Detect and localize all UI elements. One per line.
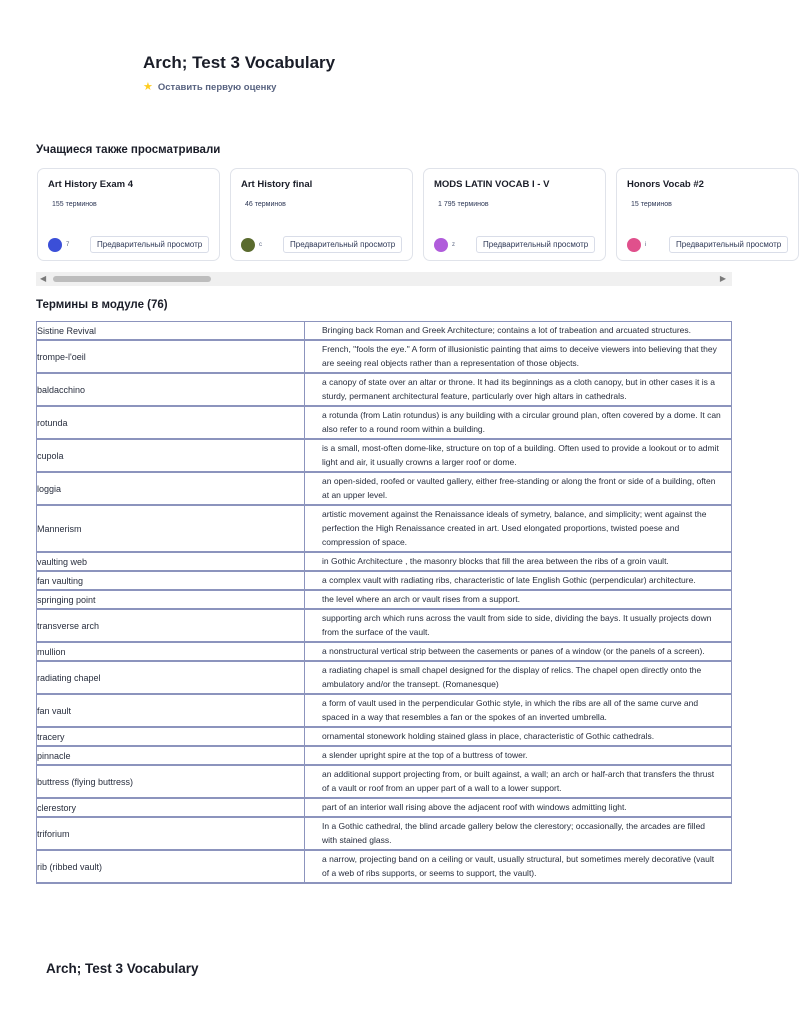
term-row (36, 506, 732, 553)
card-creator: c (259, 241, 262, 248)
card-footer (627, 236, 788, 253)
term-definition: the level where an arch or vault rises from a support. (322, 594, 520, 604)
term-row (36, 643, 732, 662)
card-title[interactable]: MODS LATIN VOCAB I - V (434, 179, 550, 190)
term-word: trompe-l'oeil (37, 341, 305, 372)
term-definition: Bringing back Roman and Greek Architecture; contains a lot of trabeation and arcuated structures. (322, 325, 692, 335)
terms-table (36, 321, 732, 954)
study-set-card[interactable] (423, 168, 606, 261)
user-avatar-icon (434, 238, 448, 252)
term-definition: is a small, most-often dome-like, structure on top of a building. Often used to provide a lookout or to admit light and air, it usually crowns a larger roof or dome. (322, 443, 719, 467)
term-word: vaulting web (37, 553, 305, 570)
term-row (36, 440, 732, 473)
term-word: transverse arch (37, 610, 305, 641)
term-word: fan vault (37, 695, 305, 726)
study-set-card[interactable] (37, 168, 220, 261)
term-word: loggia (37, 473, 305, 504)
term-definition: part of an interior wall rising above the adjacent roof with windows admitting light. (322, 802, 627, 812)
term-word: mullion (37, 643, 305, 660)
term-row (36, 695, 732, 728)
term-word: rotunda (37, 407, 305, 438)
term-definition: a narrow, projecting band on a ceiling or vault, usually structural, but sometimes merely decorative (vault of a web of ribs supports, or seems to support, the vault). (322, 854, 715, 878)
card-term-count: 46 терминов (245, 201, 286, 208)
scroll-right-arrow-icon[interactable]: ▶ (719, 274, 726, 283)
terms-heading: Термины в модуле (76) (36, 299, 168, 311)
card-creator: 7 (66, 241, 70, 248)
term-word: baldacchino (37, 374, 305, 405)
term-word: cupola (37, 440, 305, 471)
term-word: triforium (37, 818, 305, 849)
term-definition: in Gothic Architecture , the masonry blocks that fill the area between the ribs of a groin vault. (322, 556, 669, 566)
term-row (36, 553, 732, 572)
term-row (36, 407, 732, 440)
term-definition: a rotunda (from Latin rotundus) is any building with a circular ground plan, often covered by a dome. It can also refer to a round room within a building. (322, 410, 721, 434)
term-word: pinnacle (37, 747, 305, 764)
term-definition: In a Gothic cathedral, the blind arcade gallery below the clerestory; occasionally, the arcades are filled with stained glass. (322, 821, 706, 845)
term-row (36, 341, 732, 374)
term-definition: a slender upright spire at the top of a buttress of tower. (322, 750, 528, 760)
term-definition: a radiating chapel is small chapel designed for the display of relics. The chapel open directly onto the ambulatory and/or the transept. (Romanesque) (322, 665, 702, 689)
term-row (36, 662, 732, 695)
card-term-count: 155 терминов (52, 201, 97, 208)
also-viewed-carousel (48, 168, 782, 264)
card-term-count: 1 795 терминов (438, 201, 489, 208)
footer-set-title: Arch; Test 3 Vocabulary (46, 961, 199, 976)
term-word: Mannerism (37, 506, 305, 551)
term-definition: supporting arch which runs across the vault from side to side, dividing the bays. It usually projects down from the surface of the vault. (322, 613, 712, 637)
term-row (36, 766, 732, 799)
card-title[interactable]: Art History Exam 4 (48, 179, 134, 190)
term-word: fan vaulting (37, 572, 305, 589)
term-definition: an open-sided, roofed or vaulted gallery, either free-standing or along the front or side of a building, often at an upper level. (322, 476, 716, 500)
term-definition: an additional support projecting from, or built against, a wall; an arch or half-arch that transfers the thrust of a vault or roof from an upper part of a wall to a lower support. (322, 769, 715, 793)
also-viewed-heading: Учащиеся также просматривали (36, 144, 221, 156)
preview-button[interactable]: Предварительный просмотр (476, 236, 595, 253)
term-row (36, 728, 732, 747)
card-footer (48, 236, 209, 253)
user-avatar-icon (627, 238, 641, 252)
term-definition: ornamental stonework holding stained glass in place, characteristic of Gothic cathedrals. (322, 731, 655, 741)
term-word: buttress (flying buttress) (37, 766, 305, 797)
card-creator: z (452, 241, 455, 248)
card-footer (241, 236, 402, 253)
preview-button[interactable]: Предварительный просмотр (90, 236, 209, 253)
term-definition: French, "fools the eye." A form of illusionistic painting that aims to deceive viewers into believing that they are seeing real objects rather than a representation of those objects. (322, 344, 717, 368)
card-term-count: 15 терминов (631, 201, 672, 208)
user-avatar-icon (48, 238, 62, 252)
study-set-card[interactable] (616, 168, 799, 261)
card-title[interactable]: Art History final (241, 179, 313, 190)
term-row (36, 747, 732, 766)
term-row (36, 799, 732, 818)
term-row (36, 818, 732, 851)
rating[interactable] (143, 82, 276, 93)
term-definition: a form of vault used in the perpendicular Gothic style, in which the ribs are all of the same curve and spaced in a way that resembles a fan or the spokes of an inverted umbrella. (322, 698, 699, 722)
card-title[interactable]: Honors Vocab #2 (627, 179, 704, 190)
term-definition: a complex vault with radiating ribs, characteristic of late English Gothic (perpendicular) architecture. (322, 575, 696, 585)
term-word: Sistine Revival (37, 322, 305, 339)
study-set-card[interactable] (230, 168, 413, 261)
star-icon: ★ (143, 81, 153, 93)
term-row (36, 572, 732, 591)
preview-button[interactable]: Предварительный просмотр (669, 236, 788, 253)
term-definition: a canopy of state over an altar or throne. It had its beginnings as a cloth canopy, but in other cases it is a sturdy, permanent architectural feature, particularly over high altars in cathedrals. (322, 377, 715, 401)
user-avatar-icon (241, 238, 255, 252)
term-definition: artistic movement against the Renaissance ideals of symetry, balance, and simplicity; went against the perfection the High Renaissance created in art. Used elongated proportions, twisted poese and compression of space. (322, 509, 707, 547)
card-creator: i (645, 241, 647, 248)
rate-link[interactable]: Оставить первую оценку (157, 82, 277, 93)
term-row (36, 591, 732, 610)
term-row (36, 473, 732, 506)
term-word: tracery (37, 728, 305, 745)
term-row (36, 322, 732, 341)
term-row (36, 610, 732, 643)
card-footer (434, 236, 595, 253)
term-word: radiating chapel (37, 662, 305, 693)
preview-button[interactable]: Предварительный просмотр (283, 236, 402, 253)
scroll-thumb[interactable] (53, 276, 211, 282)
term-row (36, 374, 732, 407)
term-definition: a nonstructural vertical strip between the casements or panes of a window (or the panels of a screen). (322, 646, 705, 656)
set-title: Arch; Test 3 Vocabulary (143, 53, 336, 72)
term-word: clerestory (37, 799, 305, 816)
carousel-track (37, 168, 799, 261)
term-row (36, 851, 732, 884)
scroll-left-arrow-icon[interactable]: ◀ (40, 274, 47, 283)
term-word: springing point (37, 591, 305, 608)
term-word: rib (ribbed vault) (37, 851, 305, 882)
horizontal-scrollbar[interactable] (36, 272, 732, 286)
